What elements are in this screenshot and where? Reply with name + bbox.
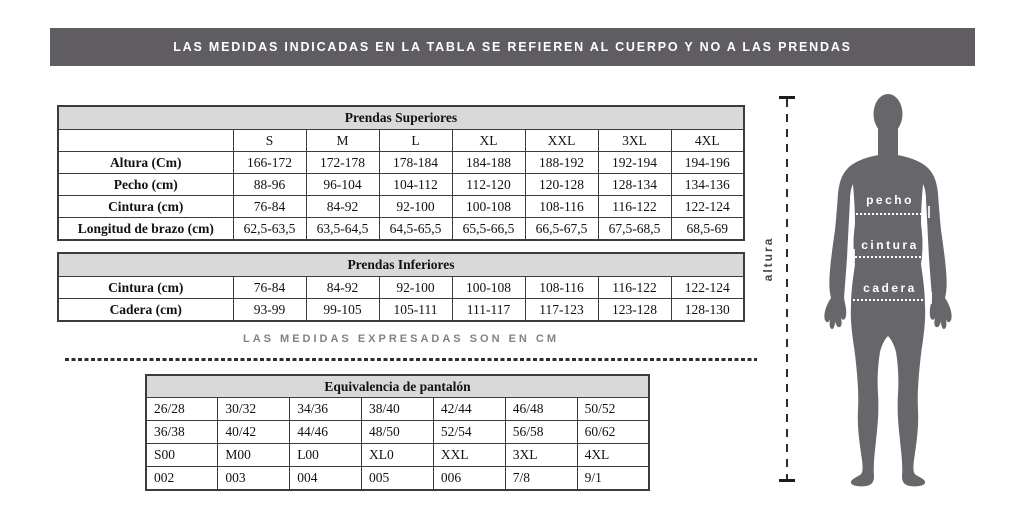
table-cell: 42/44: [433, 398, 505, 421]
table-cell: 100-108: [452, 277, 525, 299]
table-cell: 56/58: [505, 421, 577, 444]
table-cell: 100-108: [452, 196, 525, 218]
table-cell: 50/52: [577, 398, 649, 421]
table-cell: 63,5-64,5: [306, 218, 379, 241]
table-row: [58, 152, 744, 174]
table-cell: 003: [218, 467, 290, 491]
dotted-separator: [65, 358, 757, 361]
banner: [50, 28, 975, 66]
row-label: Longitud de brazo (cm): [58, 218, 233, 241]
table-row: [146, 444, 649, 467]
table-cell: 108-116: [525, 196, 598, 218]
table-row: [58, 299, 744, 322]
table-cell: M00: [218, 444, 290, 467]
cadera-dotted-line: [849, 299, 930, 301]
table-cell: 66,5-67,5: [525, 218, 598, 241]
table-prendas-superiores: [57, 105, 745, 241]
table-cell: 67,5-68,5: [598, 218, 671, 241]
table-cell: 40/42: [218, 421, 290, 444]
table-cell: 116-122: [598, 277, 671, 299]
size-header: 4XL: [671, 130, 744, 152]
table-cell: 172-178: [306, 152, 379, 174]
table-cell: 7/8: [505, 467, 577, 491]
pecho-left-tick: [850, 206, 852, 218]
pecho-dotted-line: [852, 213, 928, 215]
table-row: [146, 421, 649, 444]
altura-label: altura: [761, 236, 775, 282]
table-cell: 005: [362, 467, 434, 491]
cadera-right-tick: [930, 292, 932, 304]
table-cell: 48/50: [362, 421, 434, 444]
table-cell: 93-99: [233, 299, 306, 322]
cadera-label: cadera: [863, 281, 917, 295]
table-cell: 002: [146, 467, 218, 491]
table-cell: 006: [433, 467, 505, 491]
table-cell: 36/38: [146, 421, 218, 444]
table-cell: 68,5-69: [671, 218, 744, 241]
table-cell: 46/48: [505, 398, 577, 421]
table-cell: 9/1: [577, 467, 649, 491]
table-equivalencia-pantalon: [145, 374, 650, 491]
row-label: Altura (Cm): [58, 152, 233, 174]
table-cell: 52/54: [433, 421, 505, 444]
table-prendas-inferiores: [57, 252, 745, 322]
table-cell: 30/32: [218, 398, 290, 421]
table-cell: 117-123: [525, 299, 598, 322]
table-title-row: [146, 375, 649, 398]
table-cell: 104-112: [379, 174, 452, 196]
table-cell: 128-134: [598, 174, 671, 196]
row-label: Cintura (cm): [58, 196, 233, 218]
table-cell: 194-196: [671, 152, 744, 174]
table-cell: 120-128: [525, 174, 598, 196]
table-cell: 65,5-66,5: [452, 218, 525, 241]
table-cell: 112-120: [452, 174, 525, 196]
row-label: Cintura (cm): [58, 277, 233, 299]
table-cell: 192-194: [598, 152, 671, 174]
table-cell: 128-130: [671, 299, 744, 322]
table-cell: [58, 130, 233, 152]
pecho-label: pecho: [866, 193, 914, 207]
table-cell: 111-117: [452, 299, 525, 322]
table-cell: 60/62: [577, 421, 649, 444]
size-header: M: [306, 130, 379, 152]
altura-bottom-cap: [779, 479, 795, 482]
silhouette-neck: [878, 126, 898, 158]
table-cell: 178-184: [379, 152, 452, 174]
table-cell: 134-136: [671, 174, 744, 196]
table-cell: 166-172: [233, 152, 306, 174]
table-title: Prendas Superiores: [58, 106, 744, 130]
row-label: Pecho (cm): [58, 174, 233, 196]
table-title-row: [58, 106, 744, 130]
table-cell: 108-116: [525, 277, 598, 299]
table-cell: L00: [290, 444, 362, 467]
table-cell: 64,5-65,5: [379, 218, 452, 241]
table-cell: XL0: [362, 444, 434, 467]
altura-top-cap: [779, 96, 795, 99]
table-cell: 105-111: [379, 299, 452, 322]
table-row: [58, 218, 744, 241]
table-cell: 26/28: [146, 398, 218, 421]
table-cell: 122-124: [671, 196, 744, 218]
table-cell: 88-96: [233, 174, 306, 196]
table-title: Prendas Inferiores: [58, 253, 744, 277]
table-cell: 62,5-63,5: [233, 218, 306, 241]
banner-text: LAS MEDIDAS INDICADAS EN LA TABLA SE REFIEREN AL CUERPO Y NO A LAS PRENDAS: [173, 40, 852, 54]
table-cell: 188-192: [525, 152, 598, 174]
table-cell: 184-188: [452, 152, 525, 174]
size-header: 3XL: [598, 130, 671, 152]
row-label: Cadera (cm): [58, 299, 233, 322]
table-cell: 44/46: [290, 421, 362, 444]
table-cell: 3XL: [505, 444, 577, 467]
cintura-label: cintura: [861, 238, 919, 252]
table-cell: 4XL: [577, 444, 649, 467]
table-cell: 122-124: [671, 277, 744, 299]
size-header: L: [379, 130, 452, 152]
units-caption: LAS MEDIDAS EXPRESADAS SON EN CM: [242, 333, 560, 345]
table-cell: 99-105: [306, 299, 379, 322]
table-cell: 004: [290, 467, 362, 491]
table-cell: XXL: [433, 444, 505, 467]
size-header: S: [233, 130, 306, 152]
table-cell: 84-92: [306, 277, 379, 299]
table-cell: 123-128: [598, 299, 671, 322]
size-header-row: [58, 130, 744, 152]
table-row: [146, 467, 649, 491]
table-row: [146, 398, 649, 421]
size-header: XXL: [525, 130, 598, 152]
table-cell: 92-100: [379, 277, 452, 299]
table-cell: 84-92: [306, 196, 379, 218]
cadera-left-tick: [847, 292, 849, 304]
altura-dashed-line: [786, 99, 788, 479]
table-cell: 92-100: [379, 196, 452, 218]
cintura-dotted-line: [855, 256, 925, 258]
table-row: [58, 174, 744, 196]
cintura-right-tick: [925, 249, 927, 261]
cintura-left-tick: [853, 249, 855, 261]
table-row: [58, 277, 744, 299]
table-cell: 116-122: [598, 196, 671, 218]
table-cell: 96-104: [306, 174, 379, 196]
table-cell: 76-84: [233, 196, 306, 218]
table-title-row: [58, 253, 744, 277]
pecho-right-tick: [928, 206, 930, 218]
table-row: [58, 196, 744, 218]
table-cell: 38/40: [362, 398, 434, 421]
table-cell: 34/36: [290, 398, 362, 421]
table-title: Equivalencia de pantalón: [146, 375, 649, 398]
table-cell: S00: [146, 444, 218, 467]
table-cell: 76-84: [233, 277, 306, 299]
size-header: XL: [452, 130, 525, 152]
